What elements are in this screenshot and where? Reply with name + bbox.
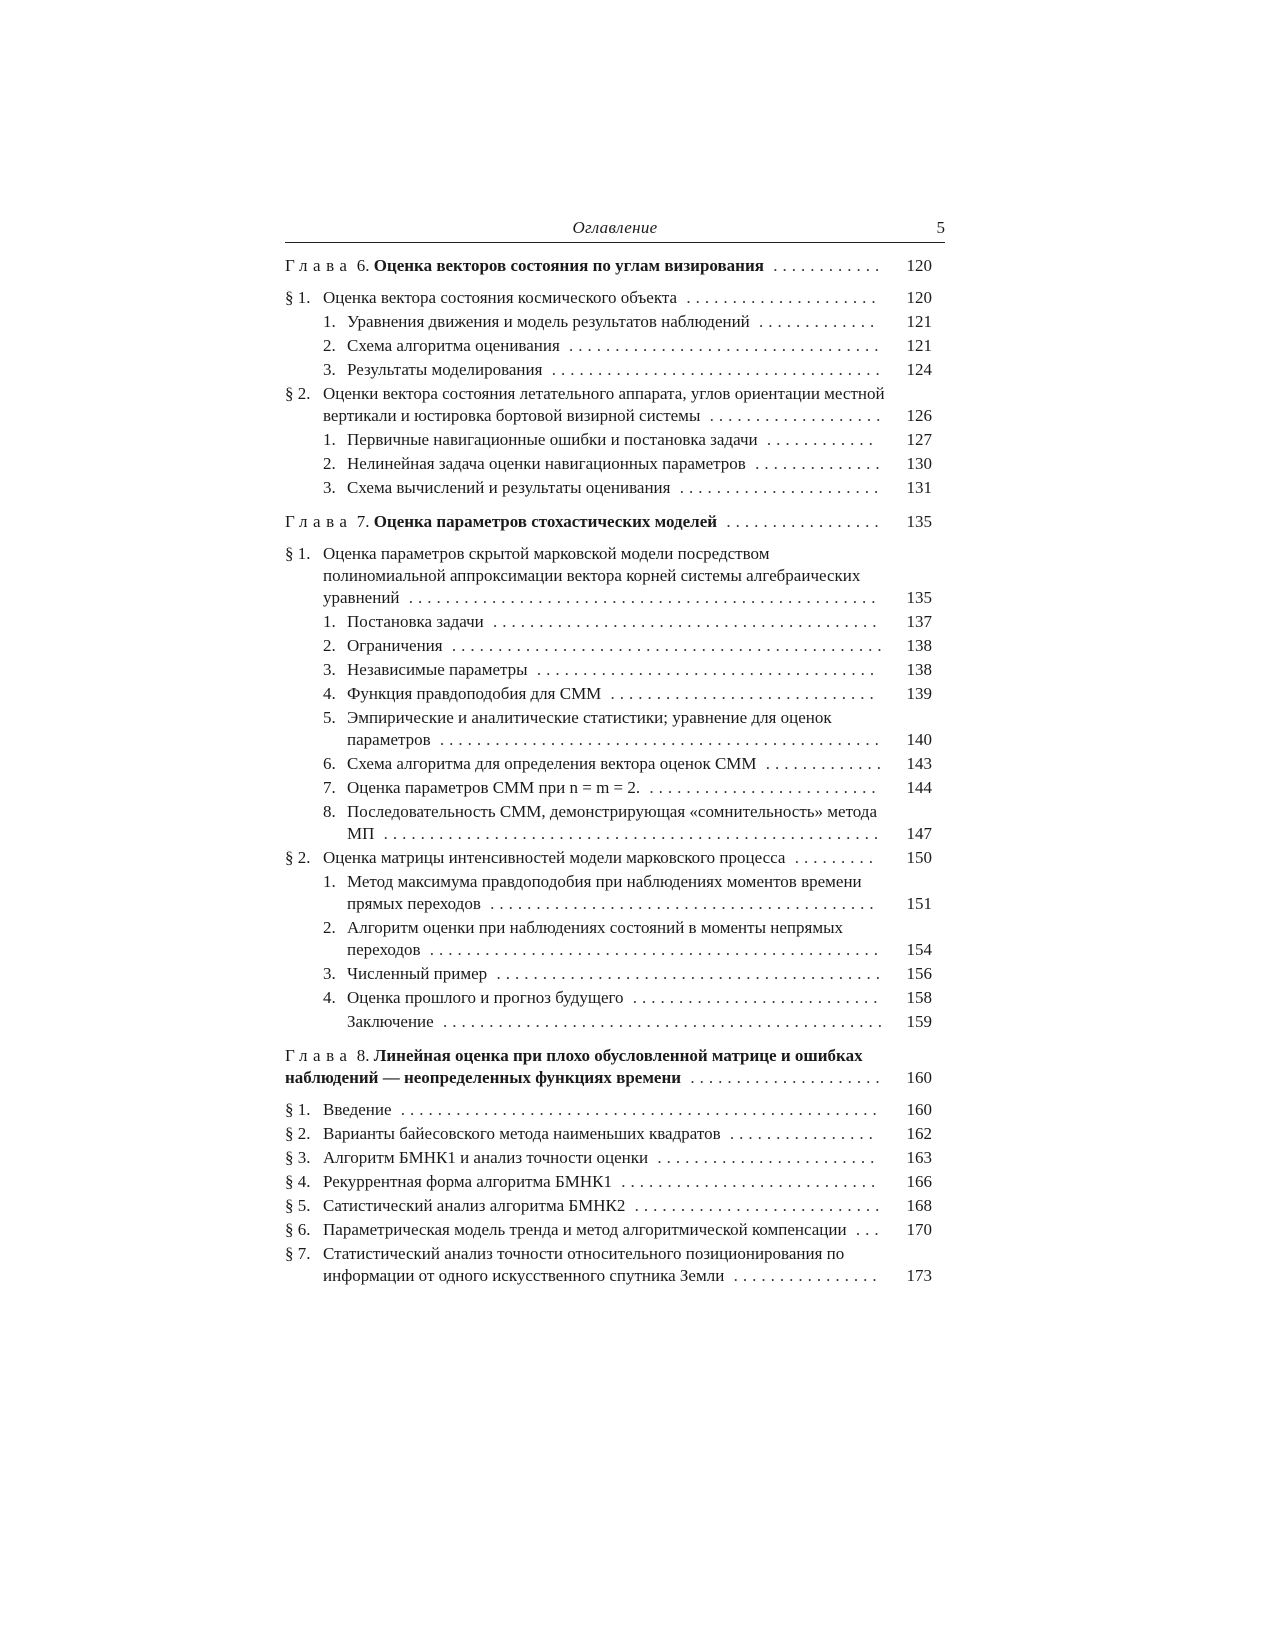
entry-title: Схема алгоритма для определения вектора оценок СММ (347, 754, 757, 773)
entry-page-number: 170 (906, 1220, 932, 1239)
entry-title: Параметрическая модель тренда и метод алгоритмической компенсации (323, 1220, 847, 1239)
entry-title: Независимые параметры (347, 660, 528, 679)
entry-title: Введение (323, 1100, 392, 1119)
toc-subsection (285, 1011, 945, 1033)
dot-leader: ............................. (601, 684, 879, 703)
entry-title: Оценка матрицы интенсивностей модели марковского процесса (323, 848, 786, 867)
entry-title: Постановка задачи (347, 612, 484, 631)
dot-leader: ............ (757, 430, 878, 449)
entry-title: Оценка вектора состояния космического объекта (323, 288, 678, 307)
toc-subsection (285, 777, 945, 799)
table-of-contents (285, 255, 945, 1287)
entry-number: 1. (323, 872, 336, 891)
entry-number: 1. (323, 612, 336, 631)
entry-page-number: 168 (906, 1196, 932, 1215)
entry-page-number: 126 (906, 406, 932, 425)
chapter-number: 6. (352, 256, 374, 275)
entry-page-number: 173 (906, 1266, 932, 1285)
entry-number: 3. (323, 478, 336, 497)
entry-page-number: 163 (906, 1148, 932, 1167)
dot-leader: ............ (763, 256, 885, 275)
dot-leader: ........................... (625, 1196, 885, 1215)
entry-page-number: 160 (906, 1100, 932, 1119)
dot-leader: ........................ (648, 1148, 880, 1167)
entry-title: Оценка параметров скрытой марковской модели посредством полиномиальной аппроксимации вектора корней системы алгебраических уравнений (323, 544, 861, 607)
dot-leader: ............................................... (442, 636, 887, 655)
entry-title: Результаты моделирования (347, 360, 543, 379)
entry-number: 4. (323, 988, 336, 1007)
entry-page-number: 137 (906, 612, 932, 631)
entry-title: Первичные навигационные ошибки и постановка задачи (347, 430, 758, 449)
toc-chapter (285, 511, 945, 533)
toc-chapter (285, 1045, 945, 1089)
entry-page-number: 151 (906, 894, 932, 913)
entry-page-number: 127 (906, 430, 932, 449)
dot-leader: ..................................... (527, 660, 880, 679)
entry-title: Сатистический анализ алгоритма БМНК2 (323, 1196, 626, 1215)
header-title: Оглавление (572, 218, 658, 237)
dot-leader: ... (846, 1220, 884, 1239)
entry-number: § 2. (285, 848, 311, 867)
entry-page-number: 160 (906, 1068, 932, 1087)
entry-number: § 7. (285, 1244, 311, 1263)
toc-subsection (285, 963, 945, 985)
entry-title: Заключение (347, 1012, 434, 1031)
entry-page-number: 147 (906, 824, 932, 843)
entry-number: 2. (323, 636, 336, 655)
entry-page-number: 140 (906, 730, 932, 749)
entry-number: 7. (323, 778, 336, 797)
entry-title: Статистический анализ точности относительного позиционирования по информации от одного искусственного спутника Земли (323, 1244, 845, 1285)
entry-title: Функция правдоподобия для СММ (347, 684, 602, 703)
entry-page-number: 124 (906, 360, 932, 379)
toc-subsection (285, 335, 945, 357)
entry-number: 5. (323, 708, 336, 727)
dot-leader: ......... (785, 848, 878, 867)
chapter-title: Линейная оценка при плохо обусловленной матрице и ошибках наблюдений — неопределенных функциях времени (285, 1046, 863, 1087)
toc-section (285, 1243, 945, 1287)
entry-title: Уравнения движения и модель результатов наблюдений (347, 312, 750, 331)
toc-section (285, 287, 945, 309)
entry-page-number: 144 (906, 778, 932, 797)
dot-leader: ..................... (677, 288, 881, 307)
dot-leader: ................................................. (420, 940, 884, 959)
entry-page-number: 138 (906, 660, 932, 679)
entry-number: § 1. (285, 288, 311, 307)
entry-page-number: 162 (906, 1124, 932, 1143)
entry-number: 2. (323, 918, 336, 937)
toc-section (285, 1195, 945, 1217)
entry-number: 1. (323, 430, 336, 449)
entry-page-number: 121 (906, 336, 932, 355)
dot-leader: ................... (700, 406, 886, 425)
entry-number: 6. (323, 754, 336, 773)
chapter-title: Оценка параметров стохастических моделей (373, 512, 718, 531)
toc-page (285, 214, 945, 1287)
entry-page-number: 143 (906, 754, 932, 773)
entry-number: 2. (323, 454, 336, 473)
entry-page-number: 154 (906, 940, 932, 959)
dot-leader: ..................... (681, 1068, 885, 1087)
entry-title: Алгоритм оценки при наблюдениях состояний в моменты непрямых переходов (347, 918, 843, 959)
toc-subsection (285, 429, 945, 451)
entry-page-number: 120 (906, 256, 932, 275)
entry-page-number: 135 (906, 588, 932, 607)
entry-page-number: 139 (906, 684, 932, 703)
entry-title: Оценки вектора состояния летательного аппарата, углов ориентации местной вертикали и юстировка бортовой визирной системы (323, 384, 885, 425)
dot-leader: ................................................ (433, 1012, 887, 1031)
chapter-label: Глава (285, 256, 353, 275)
entry-title: Оценка прошлого и прогноз будущего (347, 988, 624, 1007)
entry-title: Численный пример (347, 964, 488, 983)
entry-title: Нелинейная задача оценки навигационных параметров (347, 454, 746, 473)
dot-leader: ............................ (611, 1172, 881, 1191)
toc-subsection (285, 987, 945, 1009)
chapter-label: Глава (285, 1046, 353, 1065)
dot-leader: .............. (745, 454, 885, 473)
entry-number: 3. (323, 360, 336, 379)
entry-page-number: 131 (906, 478, 932, 497)
toc-section (285, 1099, 945, 1121)
toc-subsection (285, 477, 945, 499)
entry-title: Схема алгоритма оценивания (347, 336, 560, 355)
entry-title: Оценка параметров СММ при n = m = 2. (347, 778, 641, 797)
toc-subsection (285, 683, 945, 705)
entry-title: Метод максимума правдоподобия при наблюдениях моментов времени прямых переходов (347, 872, 862, 913)
entry-title: Варианты байесовского метода наименьших квадратов (323, 1124, 721, 1143)
entry-page-number: 120 (906, 288, 932, 307)
entry-number: 3. (323, 964, 336, 983)
dot-leader: ............. (756, 754, 887, 773)
header-page-number: 5 (936, 218, 945, 237)
dot-leader: .................................... (542, 360, 885, 379)
entry-number: 8. (323, 802, 336, 821)
entry-page-number: 121 (906, 312, 932, 331)
dot-leader: .................................................... (391, 1100, 882, 1119)
toc-section (285, 1171, 945, 1193)
toc-subsection (285, 635, 945, 657)
toc-subsection (285, 311, 945, 333)
running-header (285, 214, 945, 243)
toc-subsection (285, 453, 945, 475)
entry-page-number: 138 (906, 636, 932, 655)
toc-subsection (285, 707, 945, 751)
toc-subsection (285, 611, 945, 633)
toc-section (285, 383, 945, 427)
dot-leader: ................ (724, 1266, 882, 1285)
toc-subsection (285, 359, 945, 381)
entry-number: 3. (323, 660, 336, 679)
chapter-number: 7. (352, 512, 374, 531)
entry-title: Ограничения (347, 636, 443, 655)
entry-number: 1. (323, 312, 336, 331)
toc-subsection (285, 753, 945, 775)
chapter-title: Оценка векторов состояния по углам визирования (373, 256, 764, 275)
entry-title: Схема вычислений и результаты оценивания (347, 478, 671, 497)
toc-subsection (285, 659, 945, 681)
entry-number: 4. (323, 684, 336, 703)
toc-section (285, 543, 945, 609)
entry-title: Алгоритм БМНК1 и анализ точности оценки (323, 1148, 649, 1167)
entry-number: § 3. (285, 1148, 311, 1167)
entry-number: § 1. (285, 1100, 311, 1119)
entry-title: Последовательность СММ, демонстрирующая «сомнительность» метода МП (347, 802, 877, 843)
dot-leader: .................................. (559, 336, 884, 355)
entry-number: § 2. (285, 1124, 311, 1143)
entry-page-number: 130 (906, 454, 932, 473)
dot-leader: ................. (717, 512, 884, 531)
dot-leader: ................ (720, 1124, 878, 1143)
toc-section (285, 847, 945, 869)
toc-subsection (285, 917, 945, 961)
dot-leader: ...................................................... (374, 824, 884, 843)
dot-leader: ...................... (670, 478, 884, 497)
dot-leader: ................................................... (399, 588, 881, 607)
dot-leader: ........................... (623, 988, 883, 1007)
chapter-number: 8. (352, 1046, 374, 1065)
toc-chapter (285, 255, 945, 277)
toc-subsection (285, 801, 945, 845)
entry-page-number: 150 (906, 848, 932, 867)
entry-number: § 1. (285, 544, 311, 563)
entry-page-number: 159 (906, 1012, 932, 1031)
dot-leader: ................................................ (430, 730, 884, 749)
entry-page-number: 156 (906, 964, 932, 983)
entry-number: § 5. (285, 1196, 311, 1215)
entry-number: § 2. (285, 384, 311, 403)
dot-leader: .......................................... (483, 612, 882, 631)
entry-page-number: 158 (906, 988, 932, 1007)
entry-number: § 6. (285, 1220, 311, 1239)
toc-section (285, 1147, 945, 1169)
entry-page-number: 166 (906, 1172, 932, 1191)
dot-leader: ......................... (640, 778, 881, 797)
dot-leader: .......................................... (480, 894, 879, 913)
entry-number: § 4. (285, 1172, 311, 1191)
dot-leader: ............. (749, 312, 880, 331)
entry-page-number: 135 (906, 512, 932, 531)
entry-title: Эмпирические и аналитические статистики; уравнение для оценок параметров (347, 708, 832, 749)
entry-number: 2. (323, 336, 336, 355)
dot-leader: .......................................... (487, 964, 885, 983)
toc-subsection (285, 871, 945, 915)
entry-title: Рекуррентная форма алгоритма БМНК1 (323, 1172, 612, 1191)
toc-section (285, 1219, 945, 1241)
toc-section (285, 1123, 945, 1145)
chapter-label: Глава (285, 512, 353, 531)
